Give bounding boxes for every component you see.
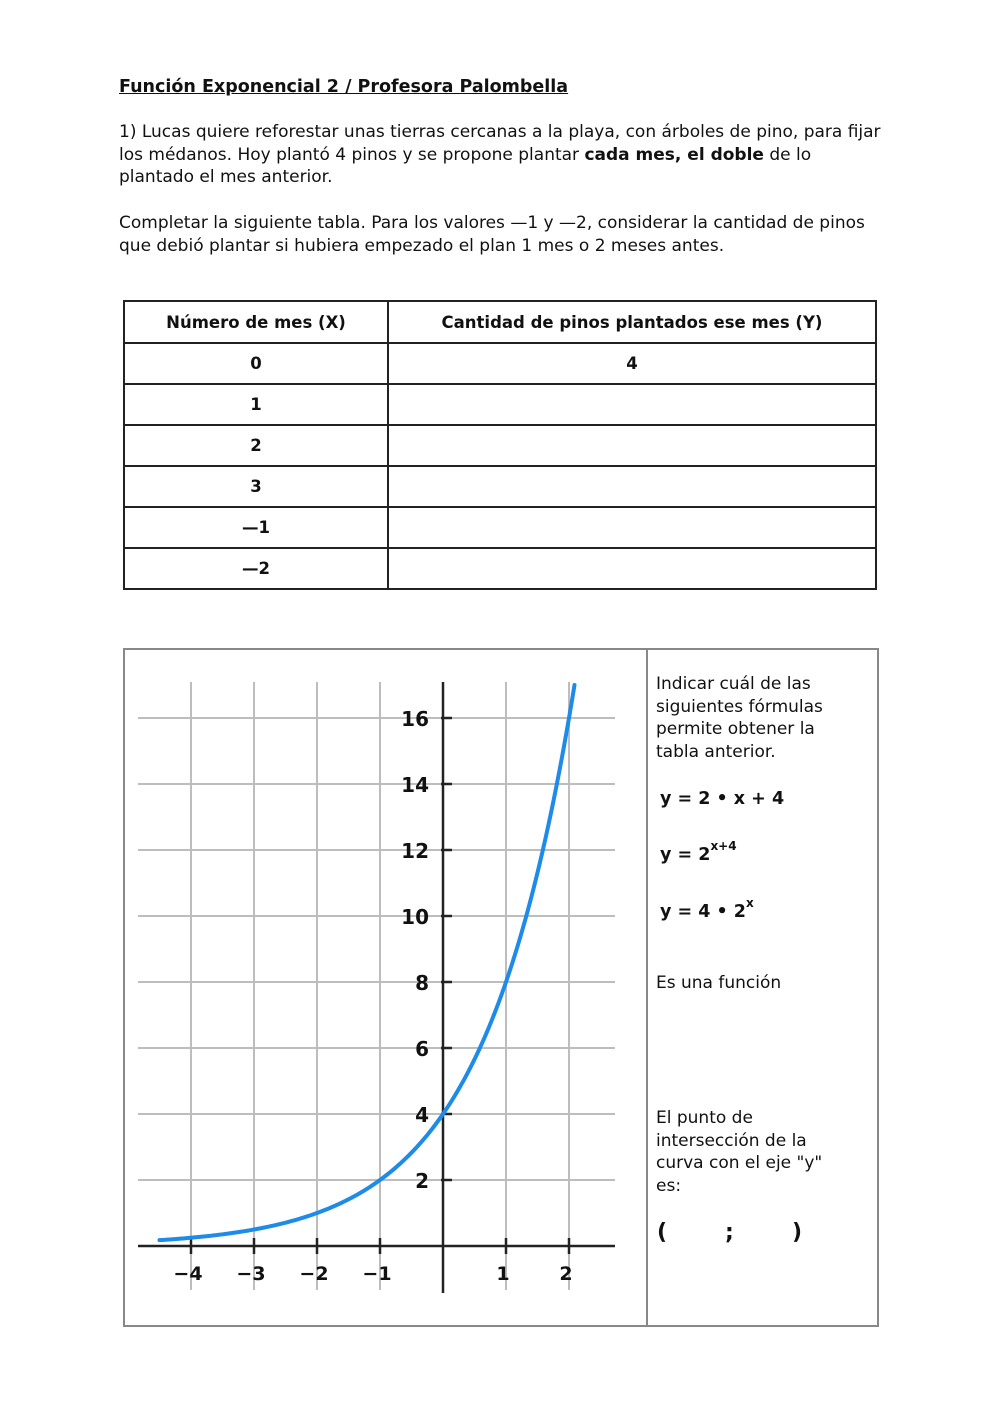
formula-option-1[interactable]: y = 2 • x + 4: [660, 788, 785, 809]
cell-x: —1: [124, 507, 388, 548]
x-tick-label: −1: [362, 1263, 392, 1285]
y-tick-label: 4: [415, 1103, 429, 1127]
x-tick-label: −3: [236, 1263, 266, 1285]
instruction-text: Completar la siguiente tabla. Para los valores —1 y —2, considerar la cantidad de pinos que debió plantar si hubiera empezado el plan 1 mes o 2 meses antes.: [119, 213, 865, 256]
y-tick-label: 14: [401, 773, 429, 797]
exponential-curve: [160, 685, 575, 1240]
header-x: Número de mes (X): [124, 301, 388, 343]
cell-x: 2: [124, 425, 388, 466]
formula-option-2[interactable]: $y = 2^{x+4}$: [660, 839, 737, 865]
y-tick-label: 10: [401, 905, 429, 929]
y-tick-label: 6: [415, 1037, 429, 1061]
x-tick-label: −4: [173, 1263, 203, 1285]
intersection-prompt: El punto de intersección de la curva con el eje "y" es:: [656, 1108, 823, 1196]
problem-statement: 1) Lucas quiere reforestar unas tierras cercanas a la playa, con árboles de pino, para fijar los médanos. Hoy plantó 4 pinos y se propone plantar cada mes, el doble de lo plantado el mes anterior.: [119, 122, 881, 187]
x-tick-label: 2: [559, 1263, 573, 1285]
function-type-prompt: Es una función: [656, 973, 782, 993]
cell-x: 1: [124, 384, 388, 425]
y-tick-label: 12: [401, 839, 429, 863]
page-title: Función Exponencial 2 / Profesora Palombella: [119, 77, 569, 97]
x-tick-label: −2: [299, 1263, 329, 1285]
cell-x: 3: [124, 466, 388, 507]
answer-semicolon: ;: [725, 1220, 734, 1245]
formula-question: Indicar cuál de las siguientes fórmulas permite obtener la tabla anterior.: [656, 674, 823, 762]
y-tick-label: 16: [401, 707, 429, 731]
x-tick-label: 1: [496, 1263, 510, 1285]
y-tick-label: 2: [415, 1169, 429, 1193]
header-y: Cantidad de pinos plantados ese mes (Y): [388, 301, 876, 343]
cell-x: —2: [124, 548, 388, 589]
y-tick-label: 8: [415, 971, 429, 995]
answer-paren-open: (: [657, 1220, 668, 1245]
cell-y[interactable]: 4: [388, 343, 876, 384]
answer-paren-close: ): [792, 1220, 803, 1245]
formula-option-3[interactable]: y = 4 • 2$^x$: [660, 896, 754, 922]
cell-x: 0: [124, 343, 388, 384]
